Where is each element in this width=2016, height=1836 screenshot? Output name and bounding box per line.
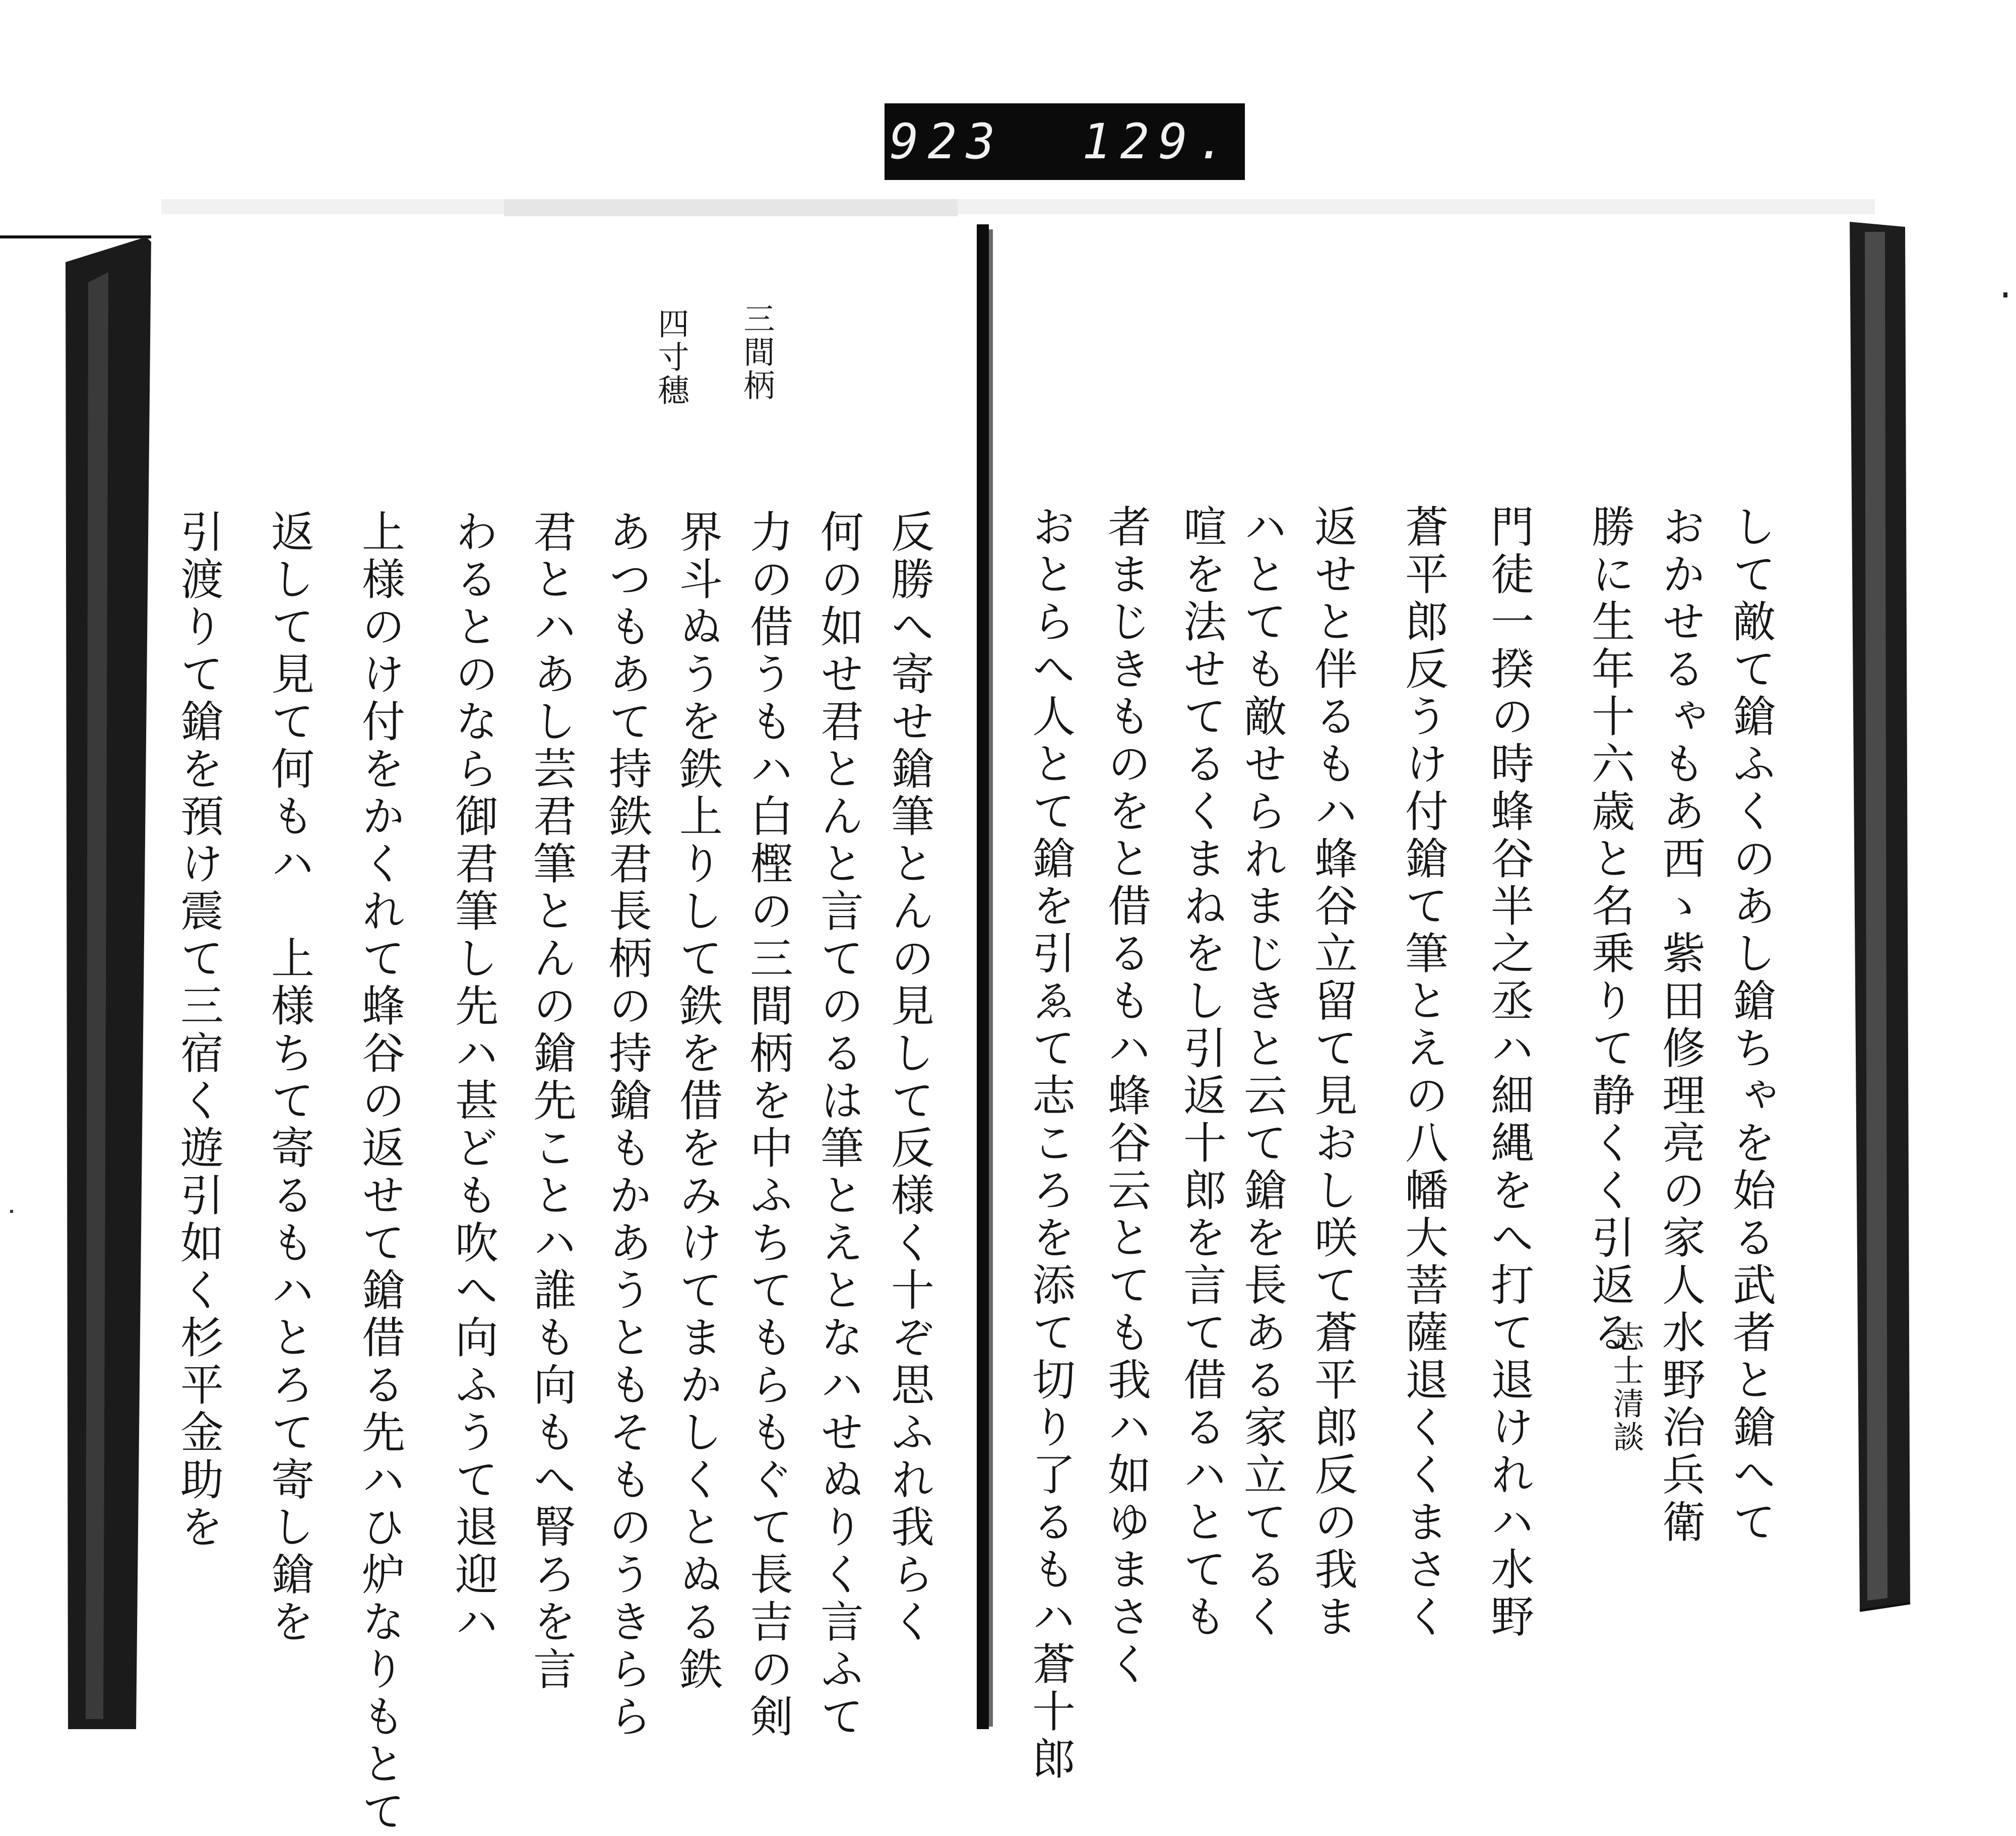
right-column-2: おかせるゃもあ西ゝ紫田修理亮の家人水野治兵衛 <box>1655 504 1705 1547</box>
left-heading-left: 四寸穗 <box>653 308 689 407</box>
left-column-9: 返して見て何もハ 上様ちて寄るもハとろて寄し鎗を <box>264 509 314 1646</box>
left-column-10: 引渡りて鎗を預け震て三宿く遊引如く杉平金助を <box>173 509 223 1552</box>
left-column-8: 上様のけ付をかくれて蜂谷の返せて鎗借る先ハひ炉なりもとて <box>354 509 405 1836</box>
right-column-5: 蒼平郎反うけ付鎗て筆とえの八幡大菩薩退くくまさく <box>1398 504 1448 1641</box>
right-column-6: 返せと伴るもハ蜂谷立留て見おし咲て蒼平郎反の我ま <box>1307 504 1357 1641</box>
folio-number-left: 923 <box>890 113 1004 170</box>
right-column-1: して敵て鎗ふくのあし鎗ちゃを始る武者と鎗へて <box>1725 504 1776 1547</box>
folio-number-right: 129. <box>1082 113 1235 170</box>
book-gutter <box>977 224 989 1729</box>
left-heading-right: 三間柄 <box>738 302 775 402</box>
left-column-7: わるとのなら御君筆し先ハ甚ども吹へ向ふうて退迎ハ <box>448 509 498 1646</box>
left-column-5: あつもあて持鉄君長柄の持鎗もかあうともそものうきらら <box>601 509 652 1741</box>
left-column-6: 君とハあし芸君筆とんの鎗先ことハ誰も向もへ腎ろを言 <box>526 509 576 1694</box>
left-column-2: 何の如せ君とんと言てのるは筆とえとなハせぬりく言ふて <box>813 509 863 1741</box>
right-column-7: ハとても敵せられまじきと云て鎗を長ある家立てるく <box>1236 504 1287 1641</box>
right-column-10: おとらへ人とて鎗を引ゑて志ころを添て切り了るもハ蒼十郎 <box>1025 504 1075 1784</box>
left-column-3: 力の借うもハ白樫の三間柄を中ふちてもらもぐて長吉の剣 <box>742 509 793 1741</box>
right-column-8: 喧を法せてるくまねをし引返十郎を言て借るハとても <box>1176 504 1226 1641</box>
right-author-label: 志士清談 <box>1608 1321 1645 1454</box>
right-column-9: 者まじきものをと借るもハ蜂谷云とても我ハ如ゆまさく <box>1100 504 1151 1689</box>
left-column-4: 界斗ぬうを鉄上りして鉄を借をみけてまかしくとぬる鉄 <box>672 509 722 1694</box>
page-number-label <box>885 103 1245 180</box>
left-book-edge <box>66 237 151 1729</box>
left-column-1: 反勝へ寄せ鎗筆とんの見して反様く十ぞ思ふれ我らく <box>884 509 934 1646</box>
right-column-3: 勝に生年十六歳と名乗りて静くく引返る <box>1584 504 1634 1357</box>
right-column-4: 門徒一揆の時蜂谷半之丞ハ細縄をへ打て退けれハ水野 <box>1483 504 1534 1641</box>
